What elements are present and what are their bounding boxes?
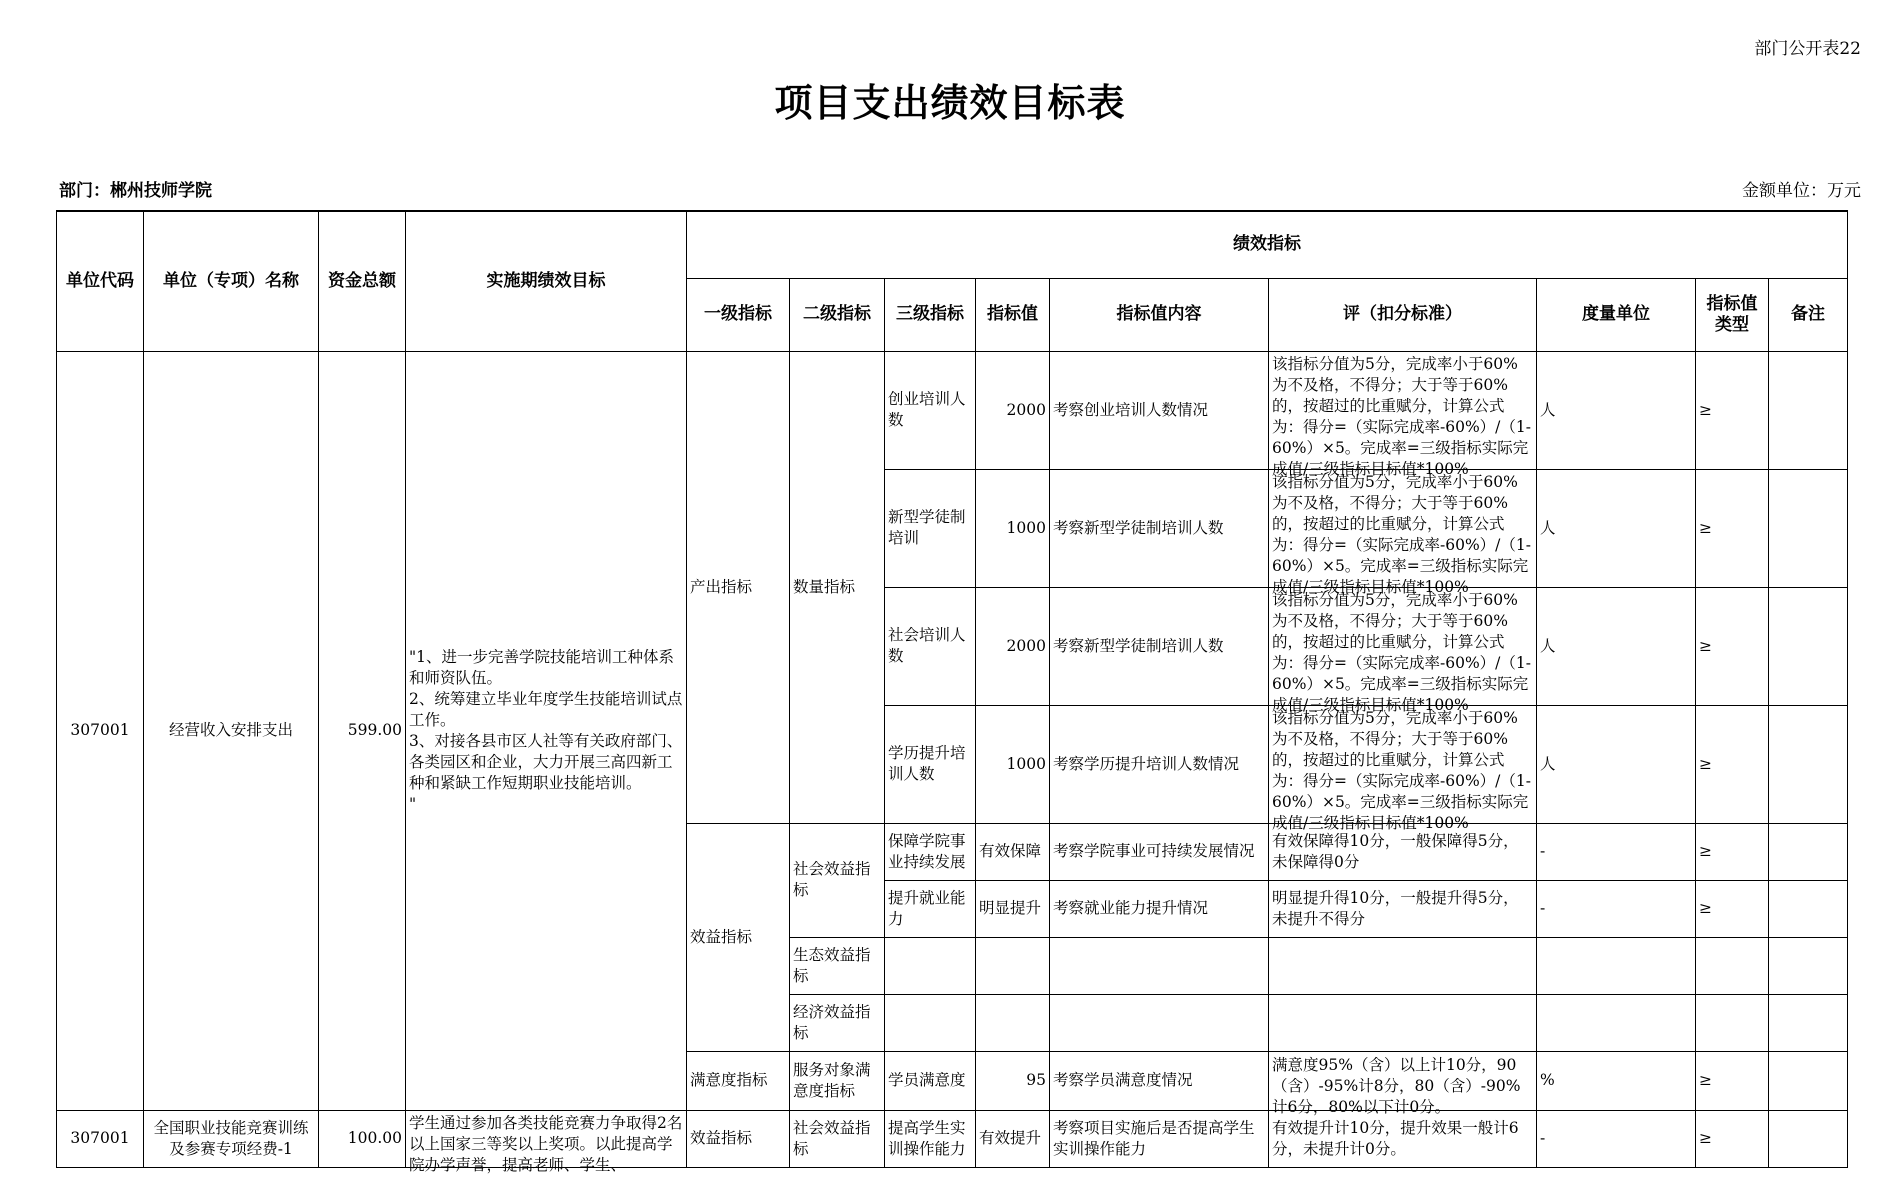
project1-social-label: 社会效益指标 bbox=[790, 823, 885, 937]
project1-satisfaction-label: 满意度指标 bbox=[687, 1051, 790, 1110]
header-value: 指标值 bbox=[976, 278, 1050, 351]
indicator-scoring: 有效提升计10分，提升效果一般计6分，未提升计0分。 bbox=[1269, 1110, 1537, 1167]
header-remark: 备注 bbox=[1769, 278, 1848, 351]
indicator-content: 考察项目实施后是否提高学生实训操作能力 bbox=[1050, 1110, 1269, 1167]
indicator-name: 提升就业能力 bbox=[885, 880, 976, 937]
project1-quantity-label: 数量指标 bbox=[790, 351, 885, 823]
indicator-name: 学员满意度 bbox=[885, 1051, 976, 1110]
project1-econ-label: 经济效益指标 bbox=[790, 994, 885, 1051]
indicator-unit: % bbox=[1537, 1051, 1696, 1110]
table-row bbox=[57, 351, 1848, 469]
project2-code: 307001 bbox=[57, 1110, 144, 1167]
performance-target-table bbox=[56, 210, 1848, 1174]
project2-target bbox=[406, 1110, 687, 1174]
indicator-content: 考察新型学徒制培训人数 bbox=[1050, 469, 1269, 587]
project2-level2: 社会效益指标 bbox=[790, 1110, 885, 1167]
indicator-value: 2000 bbox=[976, 351, 1050, 469]
scoring-text: 该指标分值为5分，完成率小于60%为不及格，不得分；大于等于60%的，按超过的比重赋分，计算公式为：得分=（实际完成率-60%）/（1-60%）×5。完成率=三级指标实际完成值/三级指标目标值*100% bbox=[1272, 709, 1531, 832]
indicator-unit: 人 bbox=[1537, 587, 1696, 705]
header-target: 实施期绩效目标 bbox=[406, 211, 687, 351]
indicator-unit: 人 bbox=[1537, 469, 1696, 587]
indicator-type: ≥ bbox=[1696, 351, 1769, 469]
project1-benefit-label: 效益指标 bbox=[687, 823, 790, 1051]
indicator-unit: - bbox=[1537, 1110, 1696, 1167]
indicator-type: ≥ bbox=[1696, 469, 1769, 587]
indicator-remark bbox=[1769, 1110, 1848, 1167]
indicator-content: 考察学历提升培训人数情况 bbox=[1050, 705, 1269, 823]
indicator-name: 保障学院事业持续发展 bbox=[885, 823, 976, 880]
header-unit-code: 单位代码 bbox=[57, 211, 144, 351]
indicator-scoring bbox=[1269, 1051, 1537, 1116]
indicator-unit: 人 bbox=[1537, 705, 1696, 823]
indicator-name: 提高学生实训操作能力 bbox=[885, 1110, 976, 1167]
indicator-type: ≥ bbox=[1696, 705, 1769, 823]
project1-code: 307001 bbox=[57, 351, 144, 1110]
header-level3: 三级指标 bbox=[885, 278, 976, 351]
indicator-type: ≥ bbox=[1696, 587, 1769, 705]
header-value-type: 指标值类型 bbox=[1696, 278, 1769, 351]
indicator-value: 1000 bbox=[976, 705, 1050, 823]
indicator-content: 考察学员满意度情况 bbox=[1050, 1051, 1269, 1110]
indicator-remark bbox=[1769, 823, 1848, 880]
header-unit-name: 单位（专项）名称 bbox=[144, 211, 319, 351]
scoring-text: 该指标分值为5分，完成率小于60%为不及格，不得分；大于等于60%的，按超过的比重赋分，计算公式为：得分=（实际完成率-60%）/（1-60%）×5。完成率=三级指标实际完成值/三级指标目标值*100% bbox=[1272, 355, 1531, 478]
scoring-text: 该指标分值为5分，完成率小于60%为不及格，不得分；大于等于60%的，按超过的比重赋分，计算公式为：得分=（实际完成率-60%）/（1-60%）×5。完成率=三级指标实际完成值/三级指标目标值*100% bbox=[1272, 473, 1531, 596]
indicator-content: 考察创业培训人数情况 bbox=[1050, 351, 1269, 469]
indicator-content: 考察就业能力提升情况 bbox=[1050, 880, 1269, 937]
scoring-text: 满意度95%（含）以上计10分，90（含）-95%计8分，80（含）-90%计6分，80%以下计0分。 bbox=[1272, 1055, 1521, 1116]
project2-level1: 效益指标 bbox=[687, 1110, 790, 1167]
project2-name: 全国职业技能竞赛训练及参赛专项经费-1 bbox=[144, 1110, 319, 1167]
indicator-type: ≥ bbox=[1696, 823, 1769, 880]
indicator-name: 学历提升培训人数 bbox=[885, 705, 976, 823]
indicator-value: 1000 bbox=[976, 469, 1050, 587]
project1-name: 经营收入安排支出 bbox=[144, 351, 319, 1110]
header-level1: 一级指标 bbox=[687, 278, 790, 351]
project1-amount: 599.00 bbox=[319, 351, 406, 1110]
indicator-content: 考察学院事业可持续发展情况 bbox=[1050, 823, 1269, 880]
indicator-unit: 人 bbox=[1537, 351, 1696, 469]
indicator-remark bbox=[1769, 880, 1848, 937]
project1-eco-label: 生态效益指标 bbox=[790, 937, 885, 994]
indicator-value: 明显提升 bbox=[976, 880, 1050, 937]
indicator-remark bbox=[1769, 351, 1848, 469]
department-label: 部门：郴州技师学院 bbox=[59, 181, 212, 201]
indicator-remark bbox=[1769, 469, 1848, 587]
header-total-funds: 资金总额 bbox=[319, 211, 406, 351]
indicator-value: 2000 bbox=[976, 587, 1050, 705]
indicator-name: 创业培训人数 bbox=[885, 351, 976, 469]
project1-target: "1、进一步完善学院技能培训工种体系和师资队伍。 2、统筹建立毕业年度学生技能培训试点工作。 3、对接各县市区人社等有关政府部门、各类园区和企业，大力开展三高四新工种和紧缺工作短期职业技能培训。 " bbox=[406, 351, 687, 1110]
header-value-content: 指标值内容 bbox=[1050, 278, 1269, 351]
indicator-scoring bbox=[1269, 705, 1537, 832]
document-number: 部门公开表22 bbox=[1754, 39, 1861, 59]
indicator-value: 95 bbox=[976, 1051, 1050, 1110]
indicator-unit: - bbox=[1537, 823, 1696, 880]
indicator-name: 新型学徒制培训 bbox=[885, 469, 976, 587]
indicator-content: 考察新型学徒制培训人数 bbox=[1050, 587, 1269, 705]
header-measure-unit: 度量单位 bbox=[1537, 278, 1696, 351]
header-scoring: 评（扣分标准） bbox=[1269, 278, 1537, 351]
header-perf-indicators: 绩效指标 bbox=[687, 211, 1848, 278]
header-level2: 二级指标 bbox=[790, 278, 885, 351]
page-title: 项目支出绩效目标表 bbox=[774, 81, 1126, 125]
project1-service-label: 服务对象满意度指标 bbox=[790, 1051, 885, 1110]
indicator-value: 有效保障 bbox=[976, 823, 1050, 880]
table-row bbox=[57, 1110, 1848, 1167]
indicator-scoring bbox=[1269, 469, 1537, 596]
indicator-remark bbox=[1769, 1051, 1848, 1110]
indicator-scoring: 有效保障得10分，一般保障得5分，未保障得0分 bbox=[1269, 823, 1537, 880]
amount-unit-label: 金额单位：万元 bbox=[1742, 181, 1861, 201]
indicator-type: ≥ bbox=[1696, 1110, 1769, 1167]
indicator-scoring: 明显提升得10分，一般提升得5分，未提升不得分 bbox=[1269, 880, 1537, 937]
indicator-value: 有效提升 bbox=[976, 1110, 1050, 1167]
indicator-remark bbox=[1769, 587, 1848, 705]
scoring-text: 该指标分值为5分，完成率小于60%为不及格，不得分；大于等于60%的，按超过的比重赋分，计算公式为：得分=（实际完成率-60%）/（1-60%）×5。完成率=三级指标实际完成值/三级指标目标值*100% bbox=[1272, 591, 1531, 714]
indicator-type: ≥ bbox=[1696, 880, 1769, 937]
indicator-type: ≥ bbox=[1696, 1051, 1769, 1110]
project1-output-label: 产出指标 bbox=[687, 351, 790, 823]
indicator-unit: - bbox=[1537, 880, 1696, 937]
indicator-name: 社会培训人数 bbox=[885, 587, 976, 705]
indicator-scoring bbox=[1269, 351, 1537, 478]
indicator-scoring bbox=[1269, 587, 1537, 714]
project2-amount: 100.00 bbox=[319, 1110, 406, 1167]
target-text: 学生通过参加各类技能竞赛力争取得2名以上国家三等奖以上奖项。以此提高学院办学声誉，提高老师、学生、 bbox=[409, 1113, 683, 1174]
indicator-remark bbox=[1769, 705, 1848, 823]
